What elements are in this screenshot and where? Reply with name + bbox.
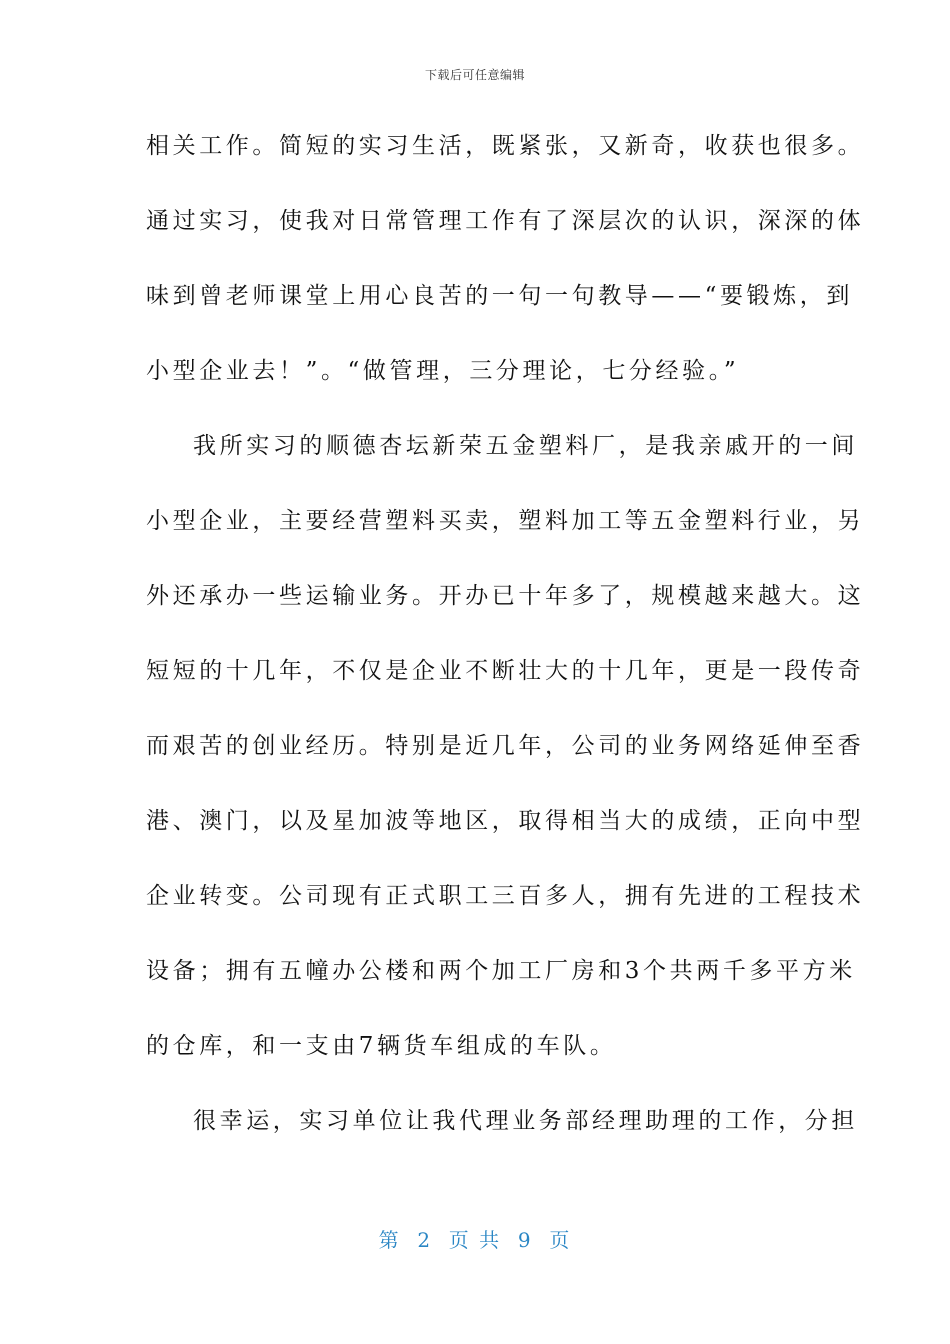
text-line: 味到曾老师课堂上用心良苦的一句一句教导——“要锻炼，到 (146, 283, 853, 309)
text-line: 小型企业，主要经营塑料买卖，塑料加工等五金塑料行业，另 (146, 508, 865, 534)
text-line: 相关工作。简短的实习生活，既紧张，又新奇，收获也很多。 (146, 133, 865, 159)
header-note: 下载后可任意编辑 (424, 68, 525, 82)
text-line: 而艰苦的创业经历。特别是近几年，公司的业务网络延伸至香 (146, 733, 865, 759)
text-line: 小型企业去！”。“做管理，三分理论，七分经验。” (146, 358, 740, 384)
text-line: 港、澳门，以及星加波等地区，取得相当大的成绩，正向中型 (146, 808, 865, 834)
page-number-footer: 第 2 页 共 9 页 (378, 1228, 572, 1252)
text-line: 外还承办一些运输业务。开办已十年多了，规模越来越大。这 (146, 583, 865, 609)
text-line: 通过实习，使我对日常管理工作有了深层次的认识，深深的体 (146, 208, 865, 234)
document-body (146, 118, 865, 1168)
text-line: 的仓库，和一支由7辆货车组成的车队。 (146, 1033, 617, 1059)
text-line: 短短的十几年，不仅是企业不断壮大的十几年，更是一段传奇 (146, 658, 865, 684)
paragraph-start-line: 很幸运，实习单位让我代理业务部经理助理的工作，分担 (193, 1108, 858, 1134)
paragraph-start-line: 我所实习的顺德杏坛新荣五金塑料厂，是我亲戚开的一间 (193, 433, 858, 459)
text-line: 企业转变。公司现有正式职工三百多人，拥有先进的工程技术 (146, 883, 865, 909)
text-line: 设备；拥有五幢办公楼和两个加工厂房和3个共两千多平方米 (146, 958, 856, 984)
